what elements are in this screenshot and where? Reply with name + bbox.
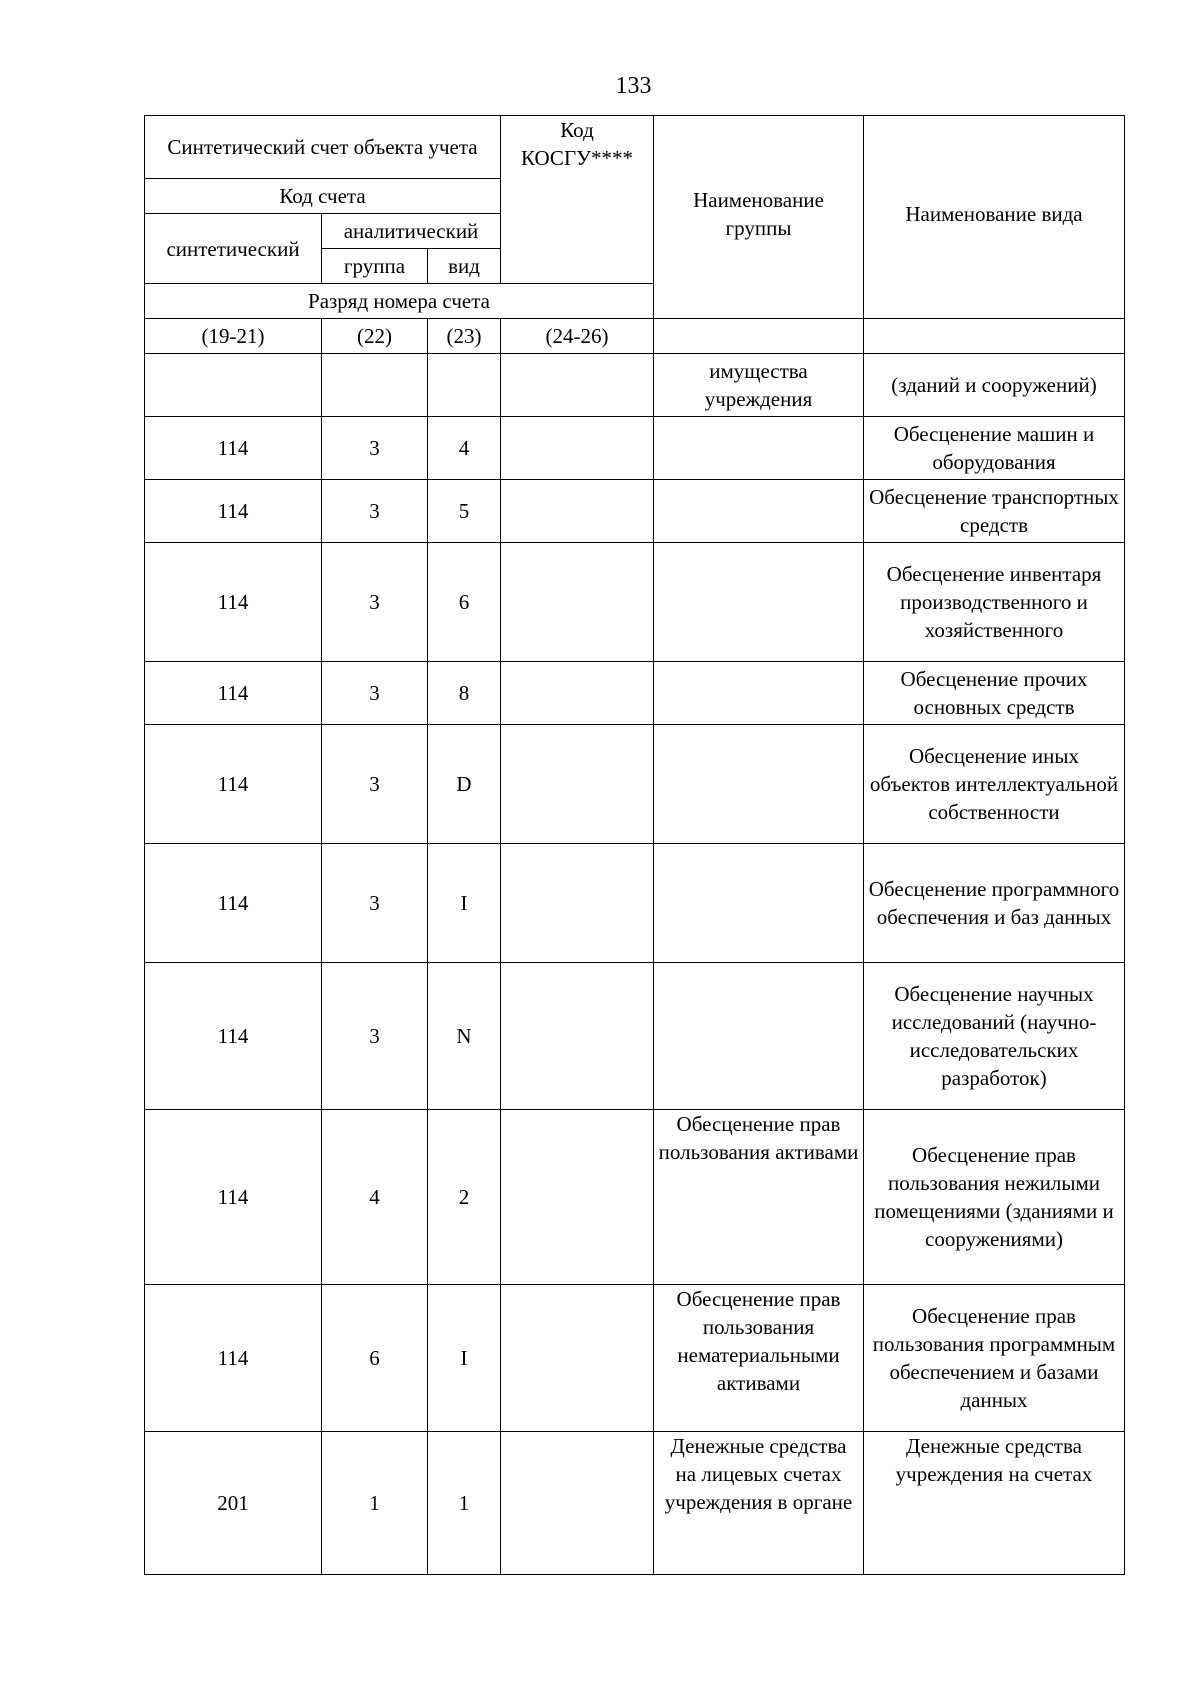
cell-kind-name: (зданий и сооружений) <box>864 354 1125 417</box>
header-row-1 <box>145 116 1125 179</box>
header-row-6 <box>145 319 1125 354</box>
table-row <box>145 354 1125 417</box>
header-synthetic: синтетический <box>145 214 322 284</box>
cell-kosgu <box>501 1432 654 1575</box>
cell-group-name <box>654 844 864 963</box>
cell-kosgu <box>501 1110 654 1285</box>
cell-kind: I <box>428 844 501 963</box>
cell-synthetic: 114 <box>145 725 322 844</box>
cell-group-name <box>654 417 864 480</box>
cell-group: 4 <box>322 1110 428 1285</box>
cell-group-name <box>654 480 864 543</box>
cell-group: 3 <box>322 480 428 543</box>
cell-kind-name: Обесценение научных исследований (научно-исследовательских разработок) <box>864 963 1125 1110</box>
header-analytic: аналитический <box>322 214 501 249</box>
table-row <box>145 1110 1125 1285</box>
header-col-kosgu: (24-26) <box>501 319 654 354</box>
header-col-kind: (23) <box>428 319 501 354</box>
cell-group-name <box>654 725 864 844</box>
cell-group: 3 <box>322 725 428 844</box>
cell-kind-name: Обесценение иных объектов интеллектуальной собственности <box>864 725 1125 844</box>
cell-kind-name: Обесценение инвентаря производственного и хозяйственного <box>864 543 1125 662</box>
header-col-empty-2 <box>864 319 1125 354</box>
page-number: 133 <box>615 73 652 99</box>
cell-kosgu <box>501 844 654 963</box>
cell-kind-name: Обесценение прав пользования программным обеспечением и базами данных <box>864 1285 1125 1432</box>
cell-group: 3 <box>322 963 428 1110</box>
header-kind: вид <box>428 249 501 284</box>
cell-group: 1 <box>322 1432 428 1575</box>
cell-kosgu <box>501 1285 654 1432</box>
header-synthetic-object: Синтетический счет объекта учета <box>145 116 501 179</box>
cell-kosgu <box>501 725 654 844</box>
cell-synthetic: 114 <box>145 844 322 963</box>
cell-synthetic: 114 <box>145 963 322 1110</box>
header-group: группа <box>322 249 428 284</box>
cell-kind: N <box>428 963 501 1110</box>
table-row <box>145 417 1125 480</box>
cell-group: 3 <box>322 662 428 725</box>
cell-synthetic: 114 <box>145 480 322 543</box>
cell-kind-name: Обесценение прав пользования нежилыми помещениями (зданиями и сооружениями) <box>864 1110 1125 1285</box>
cell-kosgu <box>501 417 654 480</box>
cell-kind: D <box>428 725 501 844</box>
cell-kind-name: Обесценение транспортных средств <box>864 480 1125 543</box>
cell-synthetic: 114 <box>145 1110 322 1285</box>
table-row <box>145 1285 1125 1432</box>
table-row <box>145 662 1125 725</box>
cell-group: 3 <box>322 844 428 963</box>
cell-kind-name: Денежные средства учреждения на счетах <box>864 1432 1125 1575</box>
cell-group-name: Обесценение прав пользования нематериальными активами <box>654 1285 864 1432</box>
cell-kosgu <box>501 543 654 662</box>
cell-kind: 4 <box>428 417 501 480</box>
cell-kosgu <box>501 354 654 417</box>
cell-group: 3 <box>322 543 428 662</box>
cell-group-name: имущества учреждения <box>654 354 864 417</box>
cell-kosgu <box>501 963 654 1110</box>
table-row <box>145 543 1125 662</box>
header-digit: Разряд номера счета <box>145 284 654 319</box>
table-row <box>145 963 1125 1110</box>
cell-group-name: Денежные средства на лицевых счетах учреждения в органе <box>654 1432 864 1575</box>
header-account-code: Код счета <box>145 179 501 214</box>
table-row <box>145 1432 1125 1575</box>
cell-kind: 2 <box>428 1110 501 1285</box>
cell-group: 3 <box>322 417 428 480</box>
cell-kind <box>428 354 501 417</box>
cell-group <box>322 354 428 417</box>
cell-kosgu <box>501 480 654 543</box>
cell-kind-name: Обесценение машин и оборудования <box>864 417 1125 480</box>
header-col-synthetic: (19-21) <box>145 319 322 354</box>
cell-synthetic: 114 <box>145 417 322 480</box>
table-row <box>145 480 1125 543</box>
table-row <box>145 725 1125 844</box>
cell-kind-name: Обесценение прочих основных средств <box>864 662 1125 725</box>
cell-synthetic <box>145 354 322 417</box>
cell-synthetic: 114 <box>145 662 322 725</box>
cell-group-name <box>654 662 864 725</box>
header-kind-name: Наименование вида <box>864 116 1125 319</box>
cell-synthetic: 114 <box>145 1285 322 1432</box>
cell-kind: 6 <box>428 543 501 662</box>
cell-kind: 5 <box>428 480 501 543</box>
header-col-group: (22) <box>322 319 428 354</box>
cell-group: 6 <box>322 1285 428 1432</box>
table-row <box>145 844 1125 963</box>
cell-synthetic: 201 <box>145 1432 322 1575</box>
cell-kind: 1 <box>428 1432 501 1575</box>
cell-kosgu <box>501 662 654 725</box>
cell-synthetic: 114 <box>145 543 322 662</box>
cell-group-name <box>654 543 864 662</box>
cell-kind: I <box>428 1285 501 1432</box>
cell-group-name <box>654 963 864 1110</box>
cell-kind-name: Обесценение программного обеспечения и баз данных <box>864 844 1125 963</box>
header-group-name: Наименование группы <box>654 116 864 319</box>
header-kosgu: Код КОСГУ**** <box>501 116 654 284</box>
cell-kind: 8 <box>428 662 501 725</box>
header-col-empty-1 <box>654 319 864 354</box>
accounts-table <box>144 115 1125 1575</box>
cell-group-name: Обесценение прав пользования активами <box>654 1110 864 1285</box>
